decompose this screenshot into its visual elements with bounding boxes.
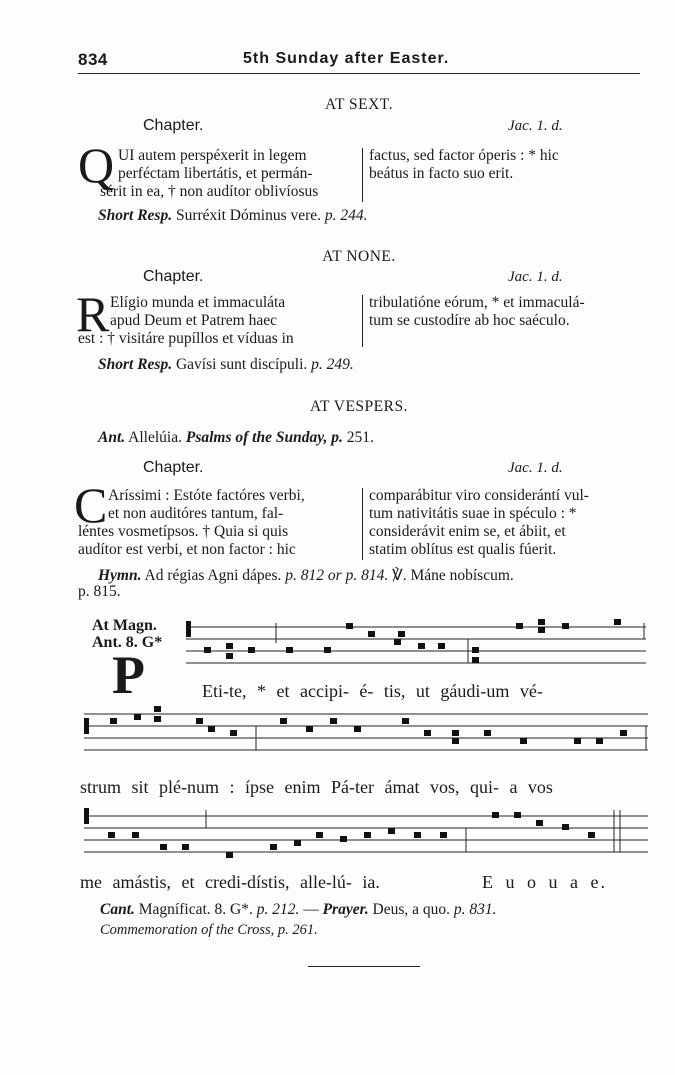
sext-left-line-2: perféctam libertátis, et permán-	[118, 165, 313, 182]
short-resp-text: Gavísi sunt discípuli.	[175, 356, 308, 373]
hymn-line	[98, 566, 514, 585]
closing-rule	[308, 966, 420, 967]
commemoration: Commemoration of the Cross, p. 261.	[100, 922, 318, 938]
sext-dropcap: Q	[78, 137, 115, 193]
dash: —	[303, 901, 319, 918]
sext-left-line-3: sérit in ea, † non audítor oblivíosus	[100, 183, 319, 200]
hymn-page-1: p. 812	[285, 567, 325, 584]
none-ref: Jac. 1. d.	[508, 269, 563, 285]
vespers-right-line-4: statim oblítus est qualis fúerit.	[369, 541, 557, 558]
vespers-left-line-2: et non auditóres tantum, fal-	[108, 505, 284, 522]
prayer-label: Prayer.	[322, 901, 369, 918]
heading-sext: AT SEXT.	[324, 96, 393, 113]
page-number: 834	[78, 50, 108, 69]
short-resp-text: Surréxit Dóminus vere.	[175, 207, 322, 224]
sext-short-resp	[98, 207, 368, 225]
cant-text: Magníficat. 8. G*.	[138, 901, 253, 918]
none-chapter-label: Chapter.	[143, 268, 204, 285]
chant-initial: P	[112, 645, 145, 705]
ant-label: Ant.	[98, 429, 126, 446]
short-resp-page: p. 244.	[324, 207, 368, 224]
vespers-right-line-2: tum nativitátis suae in spéculo : *	[369, 505, 577, 522]
column-divider	[362, 148, 363, 202]
ant-text: Allelúia.	[128, 429, 182, 446]
ant-psalms: Psalms of the Sunday, p.	[185, 429, 343, 446]
vespers-left-line-1: Aríssimi : Estóte factóres verbi,	[108, 487, 305, 504]
chant-staff-3	[84, 806, 648, 868]
none-dropcap: R	[76, 286, 110, 342]
none-right-line-1: tribulatióne eórum, * et immaculá-	[369, 294, 585, 311]
hymn-line-2: p. 815.	[78, 583, 121, 600]
hymn-page-2: p. 814.	[345, 567, 389, 584]
vespers-antiphon	[98, 429, 374, 447]
cant-label: Cant.	[100, 901, 135, 918]
chant-lyric-1: Eti-te, * et accipi- é- tis, ut gáudi-um vé-	[202, 681, 543, 701]
cant-page: p. 212.	[256, 901, 300, 918]
short-resp-label: Short Resp.	[98, 356, 173, 373]
short-resp-page: p. 249.	[311, 356, 354, 373]
hymn-text: Ad régias Agni dápes.	[144, 567, 282, 584]
vespers-right-line-3: considerávit enim se, et ábiit, et	[369, 523, 566, 540]
heading-vespers: AT VESPERS.	[310, 398, 408, 415]
versicle: ℣. Máne nobíscum.	[392, 567, 514, 584]
running-title: 5th Sunday after Easter.	[243, 50, 450, 67]
chant-staff-1	[186, 617, 646, 673]
vespers-left-line-4: audítor est verbi, et non factor : hic	[78, 541, 296, 558]
at-magn-label: At Magn.	[92, 617, 157, 634]
sext-right-line-1: factus, sed factor óperis : * hic	[369, 147, 559, 164]
sext-left-line-1: UI autem perspéxerit in legem	[118, 147, 307, 164]
sext-ref: Jac. 1. d.	[508, 118, 563, 134]
none-left-line-1: Elígio munda et immaculáta	[110, 294, 286, 311]
short-resp-label: Short Resp.	[98, 207, 173, 224]
prayer-page: p. 831.	[453, 901, 497, 918]
chant-staff-2	[84, 704, 648, 760]
heading-none: AT NONE.	[322, 248, 396, 265]
hymn-or: or	[327, 567, 342, 584]
vespers-right-line-1: comparábitur viro considerántí vul-	[369, 487, 589, 504]
chant-lyric-3: me amástis, et credi-dístis, alle-lú- ia.	[80, 872, 380, 892]
sext-chapter-label: Chapter.	[143, 117, 204, 134]
ant-mode-label: Ant. 8. G*	[92, 634, 163, 651]
vespers-ref: Jac. 1. d.	[508, 460, 563, 476]
euouae: E u o u a e.	[482, 872, 607, 892]
chant-lyric-2: strum sit plé-num : ípse enim Pá-ter ámat vos, qui- a vos	[80, 777, 553, 797]
none-short-resp	[98, 356, 354, 374]
vespers-chapter-label: Chapter.	[143, 459, 204, 476]
sext-right-line-2: beátus in facto suo erit.	[369, 165, 514, 182]
prayer-text: Deus, a quo.	[372, 901, 451, 918]
canticle-line	[100, 901, 497, 919]
column-divider	[362, 295, 363, 347]
none-left-line-3: est : † visitáre pupíllos et víduas in	[78, 330, 294, 347]
vespers-left-line-3: léntes vosmetípsos. † Quia si quis	[78, 523, 289, 540]
column-divider	[362, 488, 363, 560]
ant-page: 251.	[346, 429, 374, 446]
none-left-line-2: apud Deum et Patrem haec	[110, 312, 277, 329]
hymn-label: Hymn.	[98, 567, 142, 584]
none-right-line-2: tum se custodíre ab hoc saéculo.	[369, 312, 570, 329]
vespers-dropcap: C	[74, 477, 108, 533]
header-rule	[78, 73, 640, 74]
